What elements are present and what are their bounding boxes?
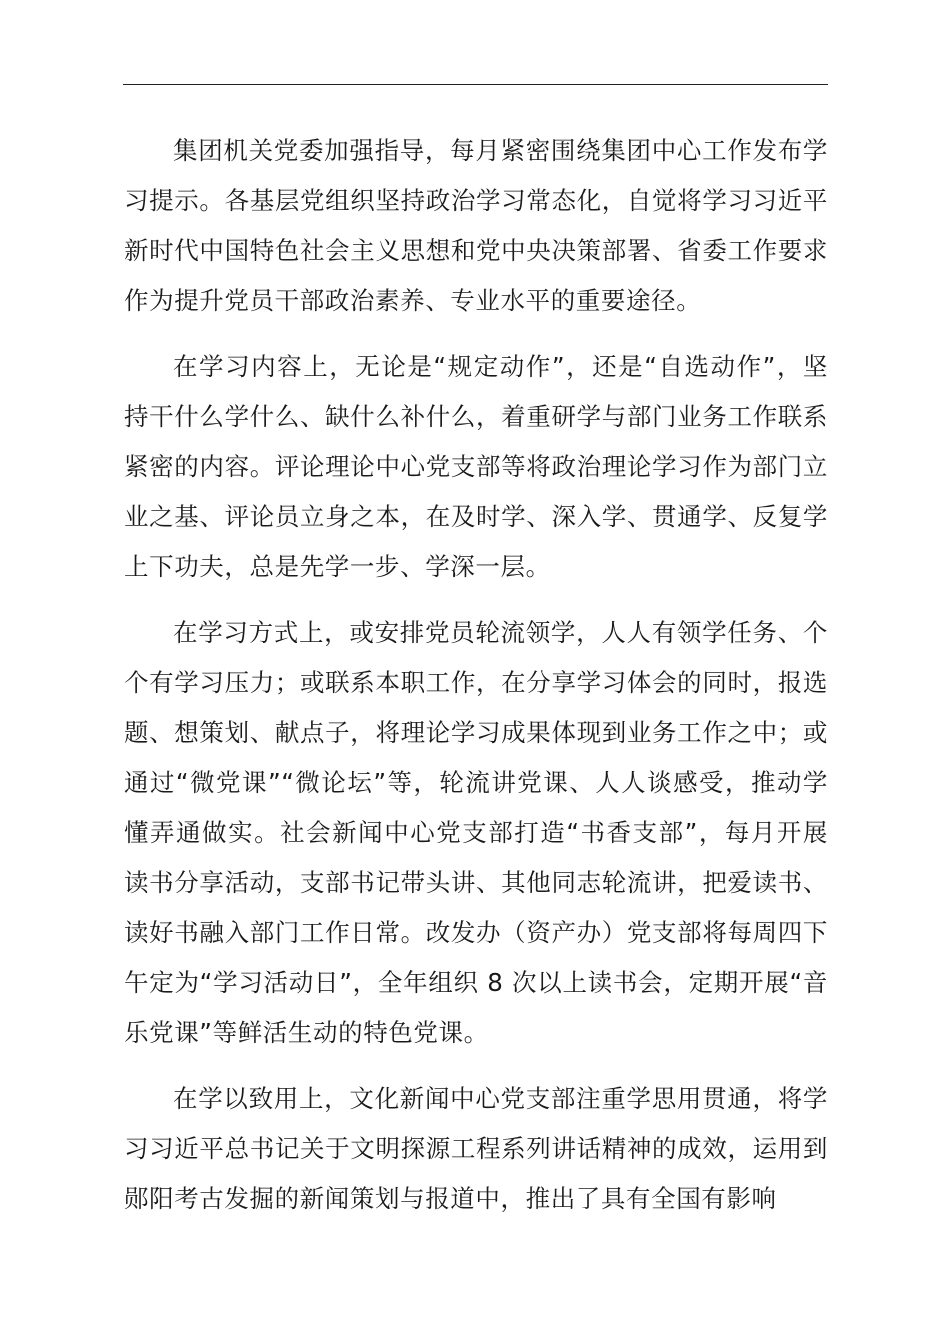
paragraph-4: 在学以致用上，文化新闻中心党支部注重学思用贯通，将学习习近平总书记关于文明探源工程系列讲话精神的成效，运用到郧阳考古发掘的新闻策划与报道中，推出了具有全国有影响 — [124, 1084, 828, 1213]
document-body — [124, 126, 828, 1240]
header-rule — [123, 84, 828, 85]
paragraph-3: 在学习方式上，或安排党员轮流领学，人人有领学任务、个个有学习压力；或联系本职工作，在分享学习体会的同时，报选题、想策划、献点子，将理论学习成果体现到业务工作之中；或通过“微党课”“微论坛”等，轮流讲党课、人人谈感受，推动学懂弄通做实。社会新闻中心党支部打造“书香支部”，每月开展读书分享活动，支部书记带头讲、其他同志轮流讲，把爱读书、读好书融入部门工作日常。改发办（资产办）党支部将每周四下午定为“学习活动日”，全年组织 8 次以上读书会，定期开展“音乐党课”等鲜活生动的特色党课。 — [124, 618, 828, 1047]
paragraph-1: 集团机关党委加强指导，每月紧密围绕集团中心工作发布学习提示。各基层党组织坚持政治学习常态化，自觉将学习习近平新时代中国特色社会主义思想和党中央决策部署、省委工作要求作为提升党员干部政治素养、专业水平的重要途径。 — [124, 136, 828, 315]
paragraph-2: 在学习内容上，无论是“规定动作”，还是“自选动作”，坚持干什么学什么、缺什么补什么，着重研学与部门业务工作联系紧密的内容。评论理论中心党支部等将政治理论学习作为部门立业之基、评论员立身之本，在及时学、深入学、贯通学、反复学上下功夫，总是先学一步、学深一层。 — [124, 352, 828, 581]
